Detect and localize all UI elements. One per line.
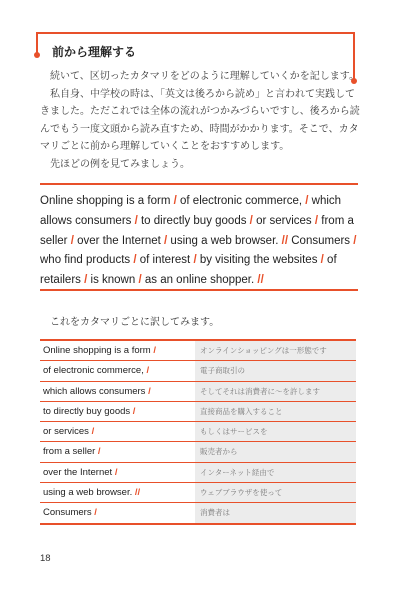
english-chunk-cell (40, 402, 195, 421)
english-text: using a web browser. (167, 234, 282, 247)
english-text: as an online shopper. (141, 274, 258, 287)
english-chunk: of electronic commerce, (43, 365, 144, 377)
english-chunk-cell (40, 442, 195, 461)
english-text: or services (252, 214, 315, 227)
english-chunk-cell (40, 483, 195, 502)
japanese-translation-cell: ウェブブラウザを使って (195, 483, 356, 502)
chunk-separator: / (114, 466, 118, 478)
english-passage (40, 192, 362, 291)
chunk-separator: / (153, 345, 157, 356)
frame-left-line (36, 32, 38, 54)
japanese-translation-cell: 直接商品を購入すること (195, 402, 356, 421)
paragraph: 先ほどの例を見てみましょう。 (50, 158, 190, 170)
english-chunk: Online shopping is a form (43, 345, 151, 356)
chunk-separator: / (134, 214, 138, 227)
chunk-separator: / (70, 234, 74, 247)
frame-top-line (36, 32, 354, 34)
chunk-separator: // (134, 487, 141, 499)
english-chunk: or services (43, 426, 89, 438)
english-text: by visiting the websites (196, 254, 321, 267)
english-chunk-cell (40, 341, 195, 360)
english-text: of interest (136, 254, 194, 267)
chunk-separator: / (146, 365, 150, 377)
english-line (40, 232, 362, 252)
chunk-separator: / (193, 254, 197, 267)
english-text: allows consumers (40, 214, 135, 227)
table-row (40, 463, 356, 483)
page-number: 18 (40, 553, 51, 564)
english-line (40, 251, 362, 271)
frame-dot-left (34, 52, 40, 58)
english-text: to directly buy goods (137, 214, 250, 227)
english-text: who find products (40, 254, 134, 267)
chunk-separator: / (305, 195, 309, 207)
chunk-separator: / (94, 507, 97, 519)
english-box-top-rule (40, 183, 358, 185)
english-chunk-cell (40, 503, 195, 522)
english-chunk-cell (40, 422, 195, 441)
english-text: of (323, 254, 337, 267)
chunk-separator: / (353, 234, 357, 247)
english-chunk: to directly buy goods (43, 405, 131, 417)
japanese-translation-cell: オンラインショッピングは一形態です (195, 341, 356, 360)
chunk-separator: / (84, 274, 88, 287)
japanese-translation-cell: 電子商取引の (195, 361, 356, 380)
chunk-separator: / (173, 195, 177, 207)
english-chunk: Consumers (43, 507, 92, 519)
table-row (40, 402, 356, 422)
section-title: 前から理解する (52, 45, 137, 59)
chunk-separator: / (164, 234, 168, 247)
body-text (40, 68, 362, 174)
english-text: over the Internet (73, 234, 165, 247)
chunk-separator: / (314, 214, 319, 227)
translation-table (40, 339, 356, 525)
chunk-separator: / (133, 254, 137, 267)
english-chunk: from a seller (43, 446, 96, 458)
table-row (40, 422, 356, 442)
english-text: is known (87, 274, 139, 287)
chunk-separator: / (138, 274, 142, 287)
japanese-translation-cell: インターネット経由で (195, 463, 356, 482)
english-text: of electronic commerce, (176, 195, 306, 207)
paragraph: 続いて、区切ったカタマリをどのように理解していくかを記します。 (50, 71, 359, 82)
english-chunk-cell (40, 361, 195, 380)
english-text: retailers (40, 274, 85, 287)
english-chunk: over the Internet (43, 466, 113, 478)
english-chunk: which allows consumers (43, 385, 146, 397)
paragraph: 私自身、中学校の時は、「英文は後ろから読め」と言われて実践してきました。ただこれでは全体の流れがつかみづらいですし、後ろから読んでもう一度文頭から読み直すため、時間がかかります。そこで、カタマリごとに前から理解していくことをおすすめします。 (40, 88, 360, 153)
table-row (40, 503, 356, 522)
japanese-translation-cell: そしてそれは消費者に〜を許します (195, 382, 356, 401)
english-box-bottom-rule (40, 289, 358, 291)
english-chunk-cell (40, 463, 195, 482)
chunk-separator: / (249, 214, 253, 227)
english-chunk-cell (40, 382, 195, 401)
table-row (40, 361, 356, 381)
chunk-separator: / (320, 254, 324, 267)
japanese-translation-cell: 消費者は (195, 503, 356, 522)
table-row (40, 483, 356, 503)
japanese-translation-cell: 販売者から (195, 442, 356, 461)
japanese-translation-cell: もしくはサービスを (195, 422, 356, 441)
english-text: Consumers (288, 234, 354, 247)
table-row (40, 382, 356, 402)
english-chunk: using a web browser. (43, 487, 133, 499)
english-text: Online shopping is a form (40, 195, 174, 207)
table-row (40, 442, 356, 462)
english-line (40, 212, 362, 232)
table-row (40, 341, 356, 361)
english-text: seller (40, 234, 71, 247)
english-line (40, 271, 362, 291)
chunk-separator: // (257, 274, 264, 287)
chunk-separator: / (97, 446, 101, 458)
chunk-separator: / (91, 426, 95, 438)
english-line (40, 192, 362, 212)
table-intro: これをカタマリごとに訳してみます。 (50, 317, 220, 328)
chunk-separator: // (281, 234, 289, 247)
chunk-separator: / (148, 385, 151, 397)
chunk-separator: / (132, 405, 136, 417)
english-text: from a (318, 214, 354, 227)
english-text: which (308, 195, 342, 207)
